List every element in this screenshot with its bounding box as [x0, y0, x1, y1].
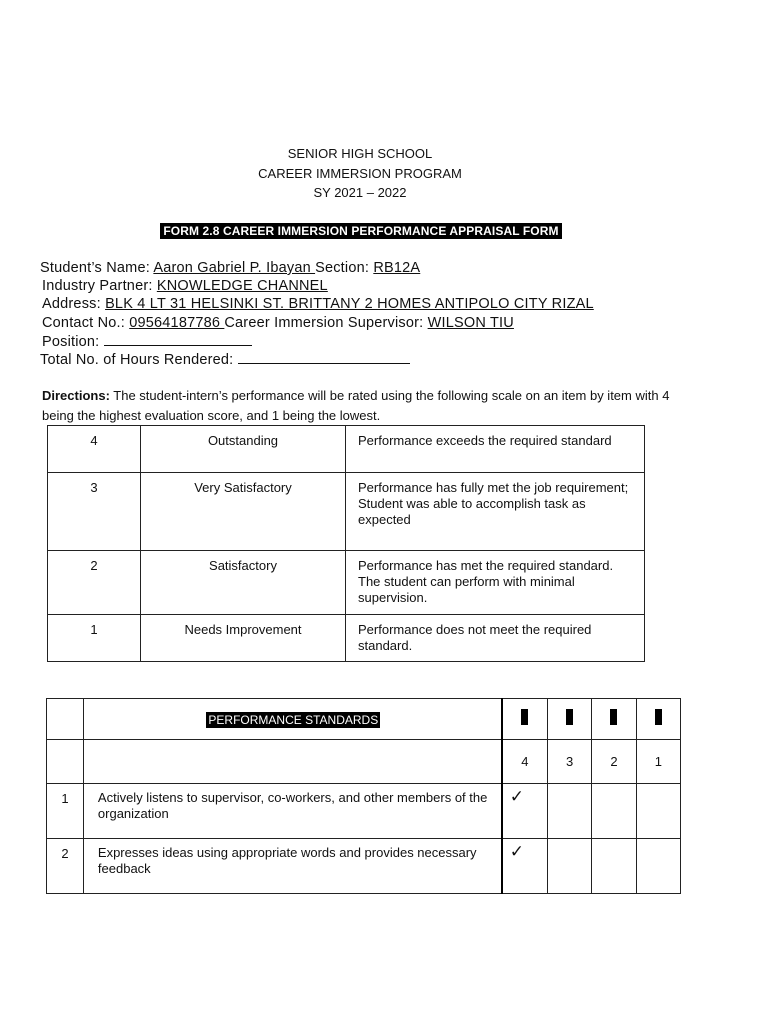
column-marker-cell [592, 699, 636, 740]
scale-score: 4 [48, 426, 141, 473]
student-name-label: Student’s Name: [40, 260, 154, 276]
item-number: 2 [47, 839, 84, 894]
position-blank[interactable] [104, 333, 252, 346]
rating-cell-2[interactable] [592, 784, 636, 839]
student-name-value: Aaron Gabriel P. Ibayan [153, 260, 316, 276]
hours-label: Total No. of Hours Rendered: [40, 352, 238, 368]
table-row [47, 839, 681, 894]
rating-cell-4[interactable] [502, 839, 548, 894]
scale-score: 3 [48, 473, 141, 551]
score-column-2: 2 [592, 740, 636, 784]
performance-standards-table [46, 698, 681, 894]
industry-partner-value: KNOWLEDGE CHANNEL [156, 278, 328, 294]
scale-description: Performance has met the required standard. The student can perform with minimal supervision. [346, 551, 645, 615]
program-heading: CAREER IMMERSION PROGRAM [258, 166, 462, 181]
scale-score: 2 [48, 551, 141, 615]
directions [42, 386, 682, 426]
address-value: BLK 4 LT 31 HELSINKI ST. BRITTANY 2 HOMES ANTIPOLO CITY RIZAL [105, 296, 594, 312]
rating-cell-2[interactable] [592, 839, 636, 894]
column-marker-cell [502, 699, 548, 740]
supervisor-label: Career Immersion Supervisor: [224, 315, 428, 331]
scale-score: 1 [48, 615, 141, 662]
supervisor-value: WILSON TIU [427, 315, 514, 331]
item-text: Actively listens to supervisor, co-workers, and other members of the organization [83, 784, 501, 839]
scale-row [48, 551, 645, 615]
position-line [42, 333, 252, 350]
table-row [47, 784, 681, 839]
section-value: RB12A [373, 260, 421, 276]
block-marker-icon [610, 709, 617, 725]
directions-label: Directions: [42, 388, 110, 403]
scale-row [48, 473, 645, 551]
scale-description: Performance has fully met the job requirement; Student was able to accomplish task as expected [346, 473, 645, 551]
industry-partner-label: Industry Partner: [42, 278, 157, 294]
scale-description: Performance does not meet the required standard. [346, 615, 645, 662]
form-title: FORM 2.8 CAREER IMMERSION PERFORMANCE APPRAISAL FORM [160, 223, 561, 239]
block-marker-icon [566, 709, 573, 725]
scale-rating: Needs Improvement [141, 615, 346, 662]
student-name-line [40, 260, 420, 276]
address-label: Address: [42, 296, 106, 312]
rating-cell-3[interactable] [548, 784, 592, 839]
performance-standards-header [83, 699, 501, 740]
checkmark-icon: ✓ [509, 787, 524, 806]
scale-description: Performance exceeds the required standard [346, 426, 645, 473]
checkmark-icon: ✓ [509, 842, 524, 861]
contact-label: Contact No.: [42, 315, 130, 331]
school-heading: SENIOR HIGH SCHOOL [287, 146, 433, 161]
column-marker-cell [636, 699, 680, 740]
performance-standards-label: PERFORMANCE STANDARDS [208, 713, 379, 727]
item-text: Expresses ideas using appropriate words and provides necessary feedback [83, 839, 501, 894]
score-columns-row [47, 740, 681, 784]
scale-row [48, 615, 645, 662]
score-column-4: 4 [502, 740, 548, 784]
form-title-wrap [0, 222, 722, 240]
scale-rating: Very Satisfactory [141, 473, 346, 551]
school-year: SY 2021 – 2022 [313, 185, 407, 200]
rating-cell-1[interactable] [636, 839, 680, 894]
scale-row [48, 426, 645, 473]
header-empty-cell [47, 699, 84, 740]
position-label: Position: [42, 334, 104, 350]
rating-cell-4[interactable] [502, 784, 548, 839]
hours-blank[interactable] [238, 351, 410, 364]
score-row-empty-cell [47, 740, 84, 784]
address-line [42, 296, 594, 312]
block-marker-icon [655, 709, 662, 725]
industry-partner-line [42, 278, 328, 294]
hours-line [40, 351, 410, 368]
rating-cell-3[interactable] [548, 839, 592, 894]
column-marker-cell [548, 699, 592, 740]
rating-cell-1[interactable] [636, 784, 680, 839]
score-row-empty-cell [83, 740, 501, 784]
performance-header-row [47, 699, 681, 740]
item-number: 1 [47, 784, 84, 839]
rating-scale-table [47, 425, 645, 662]
contact-line [42, 315, 514, 331]
scale-rating: Satisfactory [141, 551, 346, 615]
contact-value: 09564187786 [129, 315, 225, 331]
score-column-1: 1 [636, 740, 680, 784]
score-column-3: 3 [548, 740, 592, 784]
section-label: Section: [315, 260, 374, 276]
scale-rating: Outstanding [141, 426, 346, 473]
directions-text: The student-intern’s performance will be rated using the following scale on an item by item with 4 being the highest evaluation score, and 1 being the lowest. [42, 388, 670, 423]
block-marker-icon [521, 709, 528, 725]
